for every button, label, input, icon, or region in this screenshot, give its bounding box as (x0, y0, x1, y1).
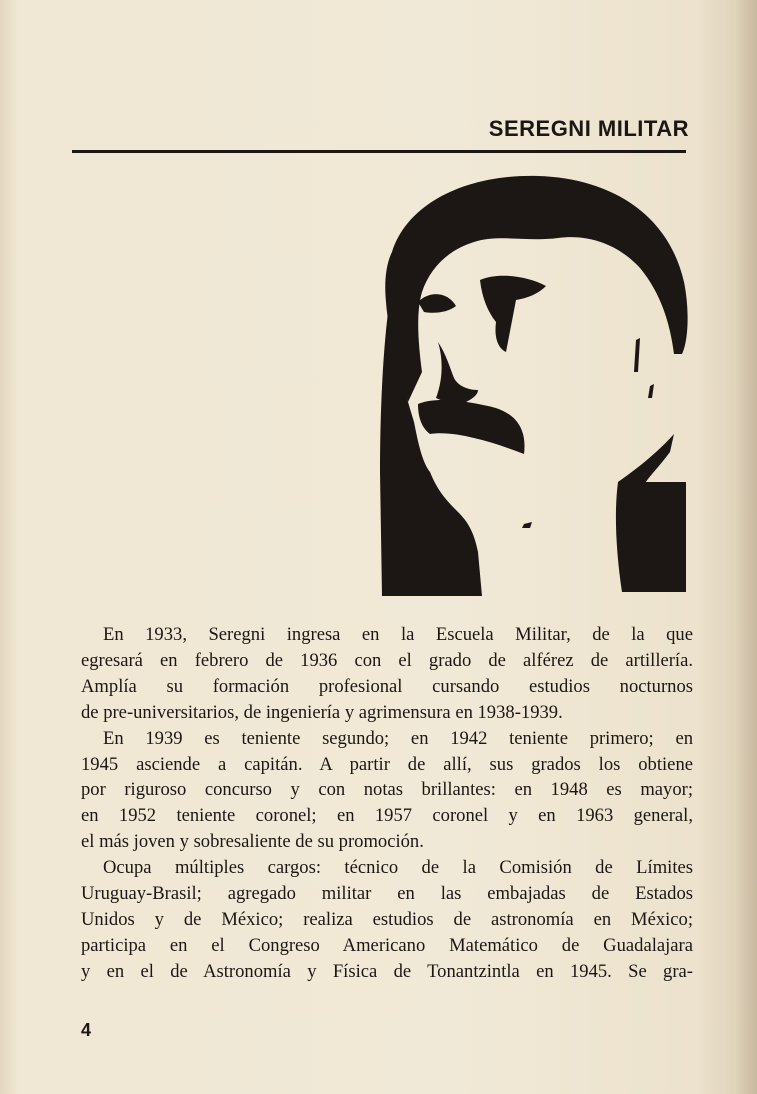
portrait-illustration (378, 172, 690, 596)
body-text (81, 622, 693, 985)
page-number: 4 (81, 1020, 92, 1040)
portrait-nose (436, 342, 478, 403)
header-divider (72, 150, 686, 153)
page-edge-shadow (735, 0, 757, 1094)
body-line: el más joven y sobresaliente de su promoción. (81, 831, 424, 853)
body-line: de pre-universitarios, de ingeniería y agrimensura en 1938-1939. (81, 701, 563, 723)
body-line: Unidos y de México; realiza estudios de astronomía en México; (81, 908, 693, 930)
body-line: 1945 asciende a capitán. A partir de allí, sus grados los obtiene (81, 753, 693, 775)
body-line: participa en el Congreso Americano Matemático de Guadalajara (81, 934, 693, 956)
portrait-collar (616, 434, 686, 592)
body-line: En 1933, Seregni ingresa en la Escuela Militar, de la que (103, 624, 693, 645)
portrait-mark-2 (648, 384, 654, 398)
portrait-mark-1 (634, 338, 640, 372)
body-line: egresará en febrero de 1936 con el grado de alférez de artillería. (81, 649, 693, 671)
body-line: en 1952 teniente coronel; en 1957 coronel y en 1963 general, (81, 805, 693, 827)
portrait-mark-3 (522, 522, 532, 528)
body-line: En 1939 es teniente segundo; en 1942 teniente primero; en (103, 727, 693, 749)
section-title: SEREGNI MILITAR (488, 116, 689, 141)
body-line: Uruguay-Brasil; agregado militar en las embajadas de Estados (81, 883, 693, 905)
portrait-mustache (418, 400, 525, 454)
body-line: y en el de Astronomía y Física de Tonantzintla en 1945. Se gra- (81, 960, 693, 982)
portrait-right-brow (480, 276, 546, 352)
body-line: Amplía su formación profesional cursando estudios nocturnos (81, 675, 693, 697)
body-line: Ocupa múltiples cargos: técnico de la Comisión de Límites (103, 857, 693, 879)
body-line: por riguroso concurso y con notas brillantes: en 1948 es mayor; (81, 779, 693, 801)
portrait-left-eye (418, 294, 456, 313)
